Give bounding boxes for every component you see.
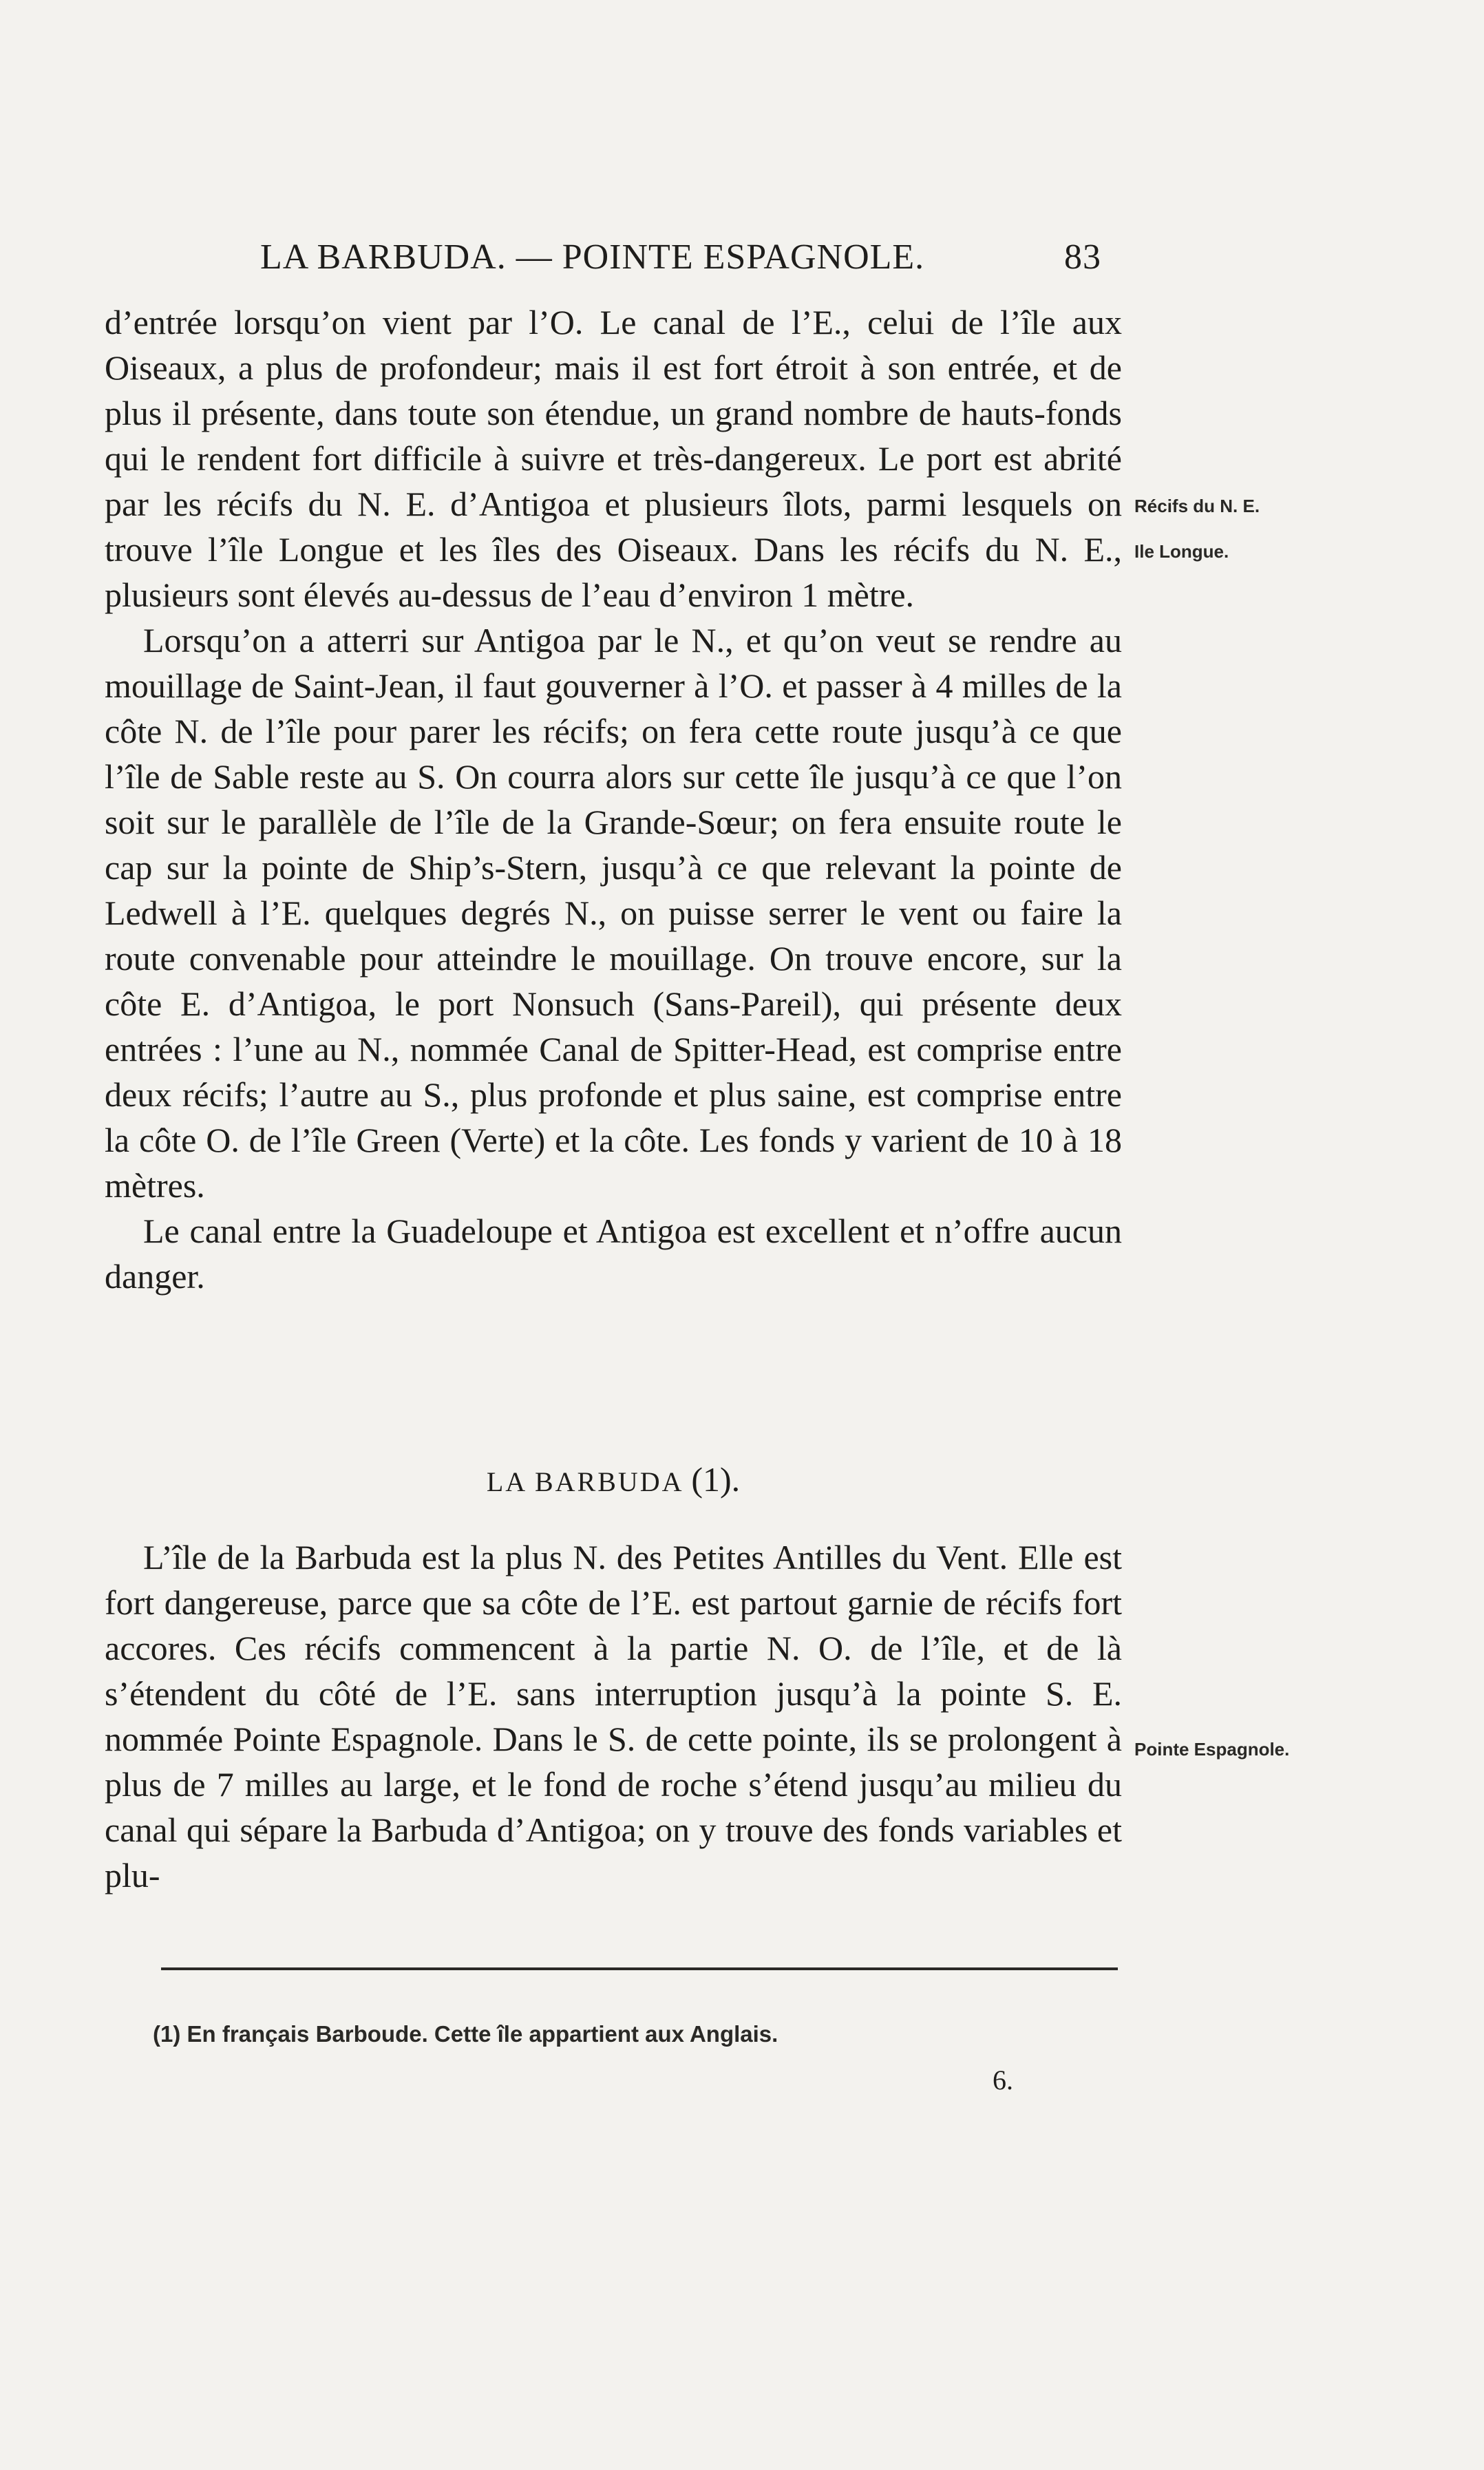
running-header — [227, 237, 1107, 292]
paragraph: d’entrée lorsqu’on vient par l’O. Le canal de l’E., celui de l’île aux Oiseaux, a plus de profondeur; mais il est fort étroit à son entrée, et de plus il présente, dans toute son étendue, un grand nombre de hauts-fonds qui le rendent fort difficile à suivre et très-dangereux. Le port est abrité par les récifs du N. E. d’Antigoa et plusieurs îlots, parmi lesquels on trouve l’île Longue et les îles des Oiseaux. Dans les récifs du N. E., plusieurs sont élevés au-dessus de l’eau d’environ 1 mètre. — [105, 303, 1122, 614]
running-title: LA BARBUDA. — POINTE ESPAGNOLE. — [260, 237, 925, 277]
footnote-divider — [161, 1967, 1118, 1970]
section-heading — [105, 1459, 1122, 1499]
margin-note: Ile Longue. — [1134, 541, 1229, 562]
footnote-reference: (1). — [691, 1460, 741, 1499]
body-text-bottom — [105, 1534, 1122, 1898]
paragraph: L’île de la Barbuda est la plus N. des Petites Antilles du Vent. Elle est fort dangereuse, parce que sa côte de l’E. est partout garnie de récifs fort accores. Ces récifs commencent à la partie N. O. de l’île, et de là s’étendent du côté de l’E. sans interruption jusqu’à la pointe S. E. nommée Pointe Espagnole. Dans le S. de cette pointe, ils se prolongent à plus de 7 milles au large, et le fond de roche s’étend jusqu’au milieu du canal qui sépare la Barbuda d’Antigoa; on y trouve des fonds variables et plu- — [105, 1538, 1122, 1894]
paragraph: Lorsqu’on a atterri sur Antigoa par le N., et qu’on veut se rendre au mouillage de Saint-Jean, il faut gouverner à l’O. et passer à 4 milles de la côte N. de l’île pour parer les récifs; on fera cette route jusqu’à ce que l’île de Sable reste au S. On courra alors sur cette île jusqu’à ce que l’on soit sur le parallèle de l’île de la Grande-Sœur; on fera ensuite route le cap sur la pointe de Ship’s-Stern, jusqu’à ce que relevant la pointe de Ledwell à l’E. quelques degrés N., on puisse serrer le vent ou faire la route convenable pour atteindre le mouillage. On trouve encore, sur la côte E. d’Antigoa, le port Nonsuch (Sans-Pareil), qui présente deux entrées : l’une au N., nommée Canal de Spitter-Head, est comprise entre deux récifs; l’autre au S., plus profonde et plus saine, est comprise entre la côte O. de l’île Green (Verte) et la côte. Les fonds y varient de 10 à 18 mètres. — [105, 621, 1122, 1205]
body-text-top — [105, 299, 1122, 1299]
section-heading-text: LA BARBUDA — [486, 1466, 683, 1497]
page-number: 83 — [1064, 237, 1101, 277]
paragraph: Le canal entre la Guadeloupe et Antigoa est excellent et n’offre aucun danger. — [105, 1212, 1122, 1296]
margin-note: Pointe Espagnole. — [1134, 1739, 1290, 1760]
signature-mark: 6. — [993, 2065, 1013, 2096]
margin-note: Récifs du N. E. — [1134, 496, 1260, 516]
footnote: (1) En français Barboude. Cette île appartient aux Anglais. — [153, 2021, 778, 2047]
